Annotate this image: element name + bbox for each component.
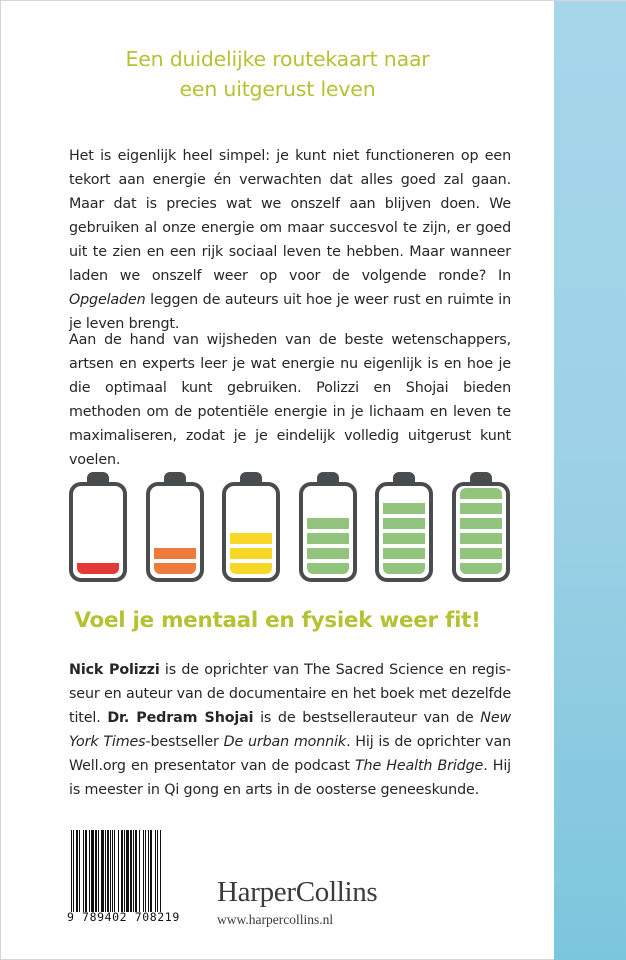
bio-text: . Hij is meester in Qi gong en arts in de oosterse geneeskunde. — [69, 758, 511, 798]
blurb-text: leggen de auteurs uit hoe je weer rust en ruimte in je leven brengt. — [69, 292, 511, 332]
author-name-shojai: Dr. Pedram Shojai — [107, 710, 254, 726]
battery-charge-bar — [460, 488, 502, 499]
battery-illustration — [69, 472, 511, 584]
battery-body — [452, 482, 510, 582]
blue-side-strip — [554, 1, 626, 960]
battery-charge-bar — [383, 533, 425, 544]
blurb-paragraph-1 — [69, 144, 511, 336]
tagline-heading — [1, 44, 554, 104]
battery-charge-bar — [154, 563, 196, 574]
battery-charge-bar — [307, 548, 349, 559]
battery-body — [69, 482, 127, 582]
battery-charge-bar — [383, 503, 425, 514]
bio-text: is de oprichter van The Sacred Science en regisseur en auteur van de documentaire en het boek met dezelfde titel. — [69, 662, 511, 726]
battery-charge-bar — [460, 533, 502, 544]
battery-charge-bar — [460, 548, 502, 559]
battery-charge-bar — [383, 548, 425, 559]
battery-icon-level-6 — [452, 472, 510, 583]
author-bio — [69, 658, 511, 802]
book-title-italic: De urban monnik — [223, 734, 347, 750]
publisher-url: www.harpercollins.nl — [217, 912, 334, 927]
tagline-line-2: een uitgerust leven — [179, 77, 376, 101]
podcast-title-italic: The Health Bridge — [354, 758, 484, 774]
bio-text: is de bestsellerauteur van de — [253, 710, 481, 726]
isbn-barcode — [67, 830, 187, 925]
battery-body — [146, 482, 204, 582]
publisher-logo: HarperCollins — [217, 876, 378, 908]
battery-icon-level-2 — [146, 472, 204, 583]
battery-charge-bar — [460, 563, 502, 574]
blurb-paragraph-2: Aan de hand van wijsheden van de beste wetenschappers, artsen en experts leer je wat energie nu eigenlijk is en hoe je die optimaal kunt gebruiken. Polizzi en Shojai bieden methoden om de potentiële energie in je lichaam en leven te maximaliseren, zodat je je eindelijk volledig uitgerust kunt voelen. — [69, 332, 511, 468]
battery-charge-bar — [77, 563, 119, 574]
publication-italic: New York Times — [69, 710, 512, 750]
battery-icon-level-5 — [375, 472, 433, 583]
author-name-polizzi: Nick Polizzi — [69, 662, 160, 678]
battery-charge-bar — [230, 548, 272, 559]
battery-icon-level-3 — [222, 472, 280, 583]
battery-charge-bar — [383, 563, 425, 574]
battery-charge-bar — [460, 503, 502, 514]
battery-body — [299, 482, 357, 582]
battery-body — [375, 482, 433, 582]
bio-text: . Hij is de oprichter van Well.org en presentator van de podcast — [69, 734, 511, 774]
barcode-bars — [71, 830, 186, 912]
battery-charge-bar — [230, 533, 272, 544]
battery-body — [222, 482, 280, 582]
battery-charge-bar — [383, 518, 425, 529]
isbn-number: 9 789402 708219 — [67, 910, 180, 924]
battery-icon-level-4 — [299, 472, 357, 583]
tagline-line-1: Een duidelijke routekaart naar — [125, 47, 430, 71]
battery-charge-bar — [460, 518, 502, 529]
battery-charge-bar — [230, 563, 272, 574]
battery-charge-bar — [154, 548, 196, 559]
blurb-text: Het is eigenlijk heel simpel: je kunt niet functioneren op een tekort aan energie én verwachten dat alles goed zal gaan. Maar dat is precies wat we onszelf aan blijven doen. We gebruiken al onze energie om maar succesvol te zijn, er goed uit te zien en een rijk sociaal leven te hebben. Maar wanneer laden we onszelf weer op voor de volgende ronde? In — [69, 148, 511, 284]
subheading: Voel je mentaal en fysiek weer fit! — [74, 608, 481, 633]
battery-charge-bar — [307, 518, 349, 529]
bio-text: -bestseller — [145, 734, 224, 750]
battery-charge-bar — [307, 533, 349, 544]
book-title-italic: Opgeladen — [69, 292, 146, 308]
battery-charge-bar — [307, 563, 349, 574]
battery-icon-level-1 — [69, 472, 127, 583]
